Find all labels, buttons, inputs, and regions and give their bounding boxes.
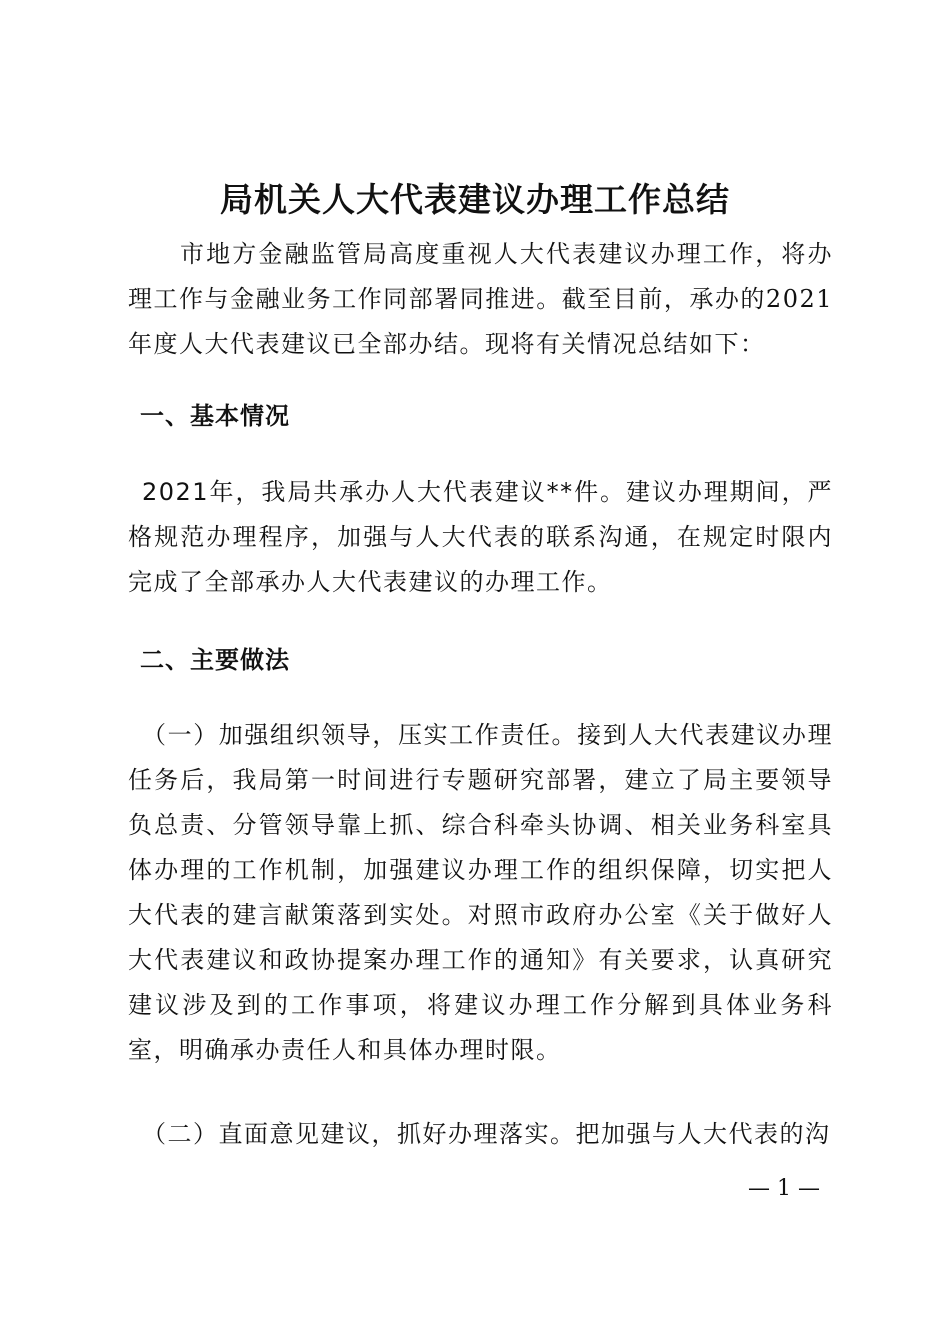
section1-body: 建议办理期间，严格规范办理程序，加强与人大代表的联系沟通，在规定时限内完成了全部承办人大代表建议的办理工作。: [128, 478, 834, 596]
section-heading-methods: 二、主要做法: [140, 646, 290, 674]
page-number: — 1 —: [748, 1176, 820, 1201]
document-title: 局机关人大代表建议办理工作总结: [220, 180, 730, 219]
section-heading-basic: 一、基本情况: [140, 402, 290, 430]
intro-paragraph: 市地方金融监管局高度重视人大代表建议办理工作，将办理工作与金融业务工作同部署同推进。截至目前，承办的2021年度人大代表建议已全部办结。现将有关情况总结如下：: [128, 240, 833, 358]
method-item-2: （二）直面意见建议，抓好办理落实。把加强与人大代表的沟: [142, 1120, 831, 1148]
section1-lead: 2021年，我局共承办人大代表建议**件。: [142, 478, 626, 506]
section1-paragraph: [128, 470, 833, 605]
method-item-1: （一）加强组织领导，压实工作责任。接到人大代表建议办理任务后，我局第一时间进行专题研究部署，建立了局主要领导负总责、分管领导靠上抓、综合科牵头协调、相关业务科室具体办理的工作机制，加强建议办理工作的组织保障，切实把人大代表的建言献策落到实处。对照市政府办公室《关于做好人大代表建议和政协提案办理工作的通知》有关要求，认真研究建议涉及到的工作事项，将建议办理工作分解到具体业务科室，明确承办责任人和具体办理时限。: [128, 721, 833, 1064]
